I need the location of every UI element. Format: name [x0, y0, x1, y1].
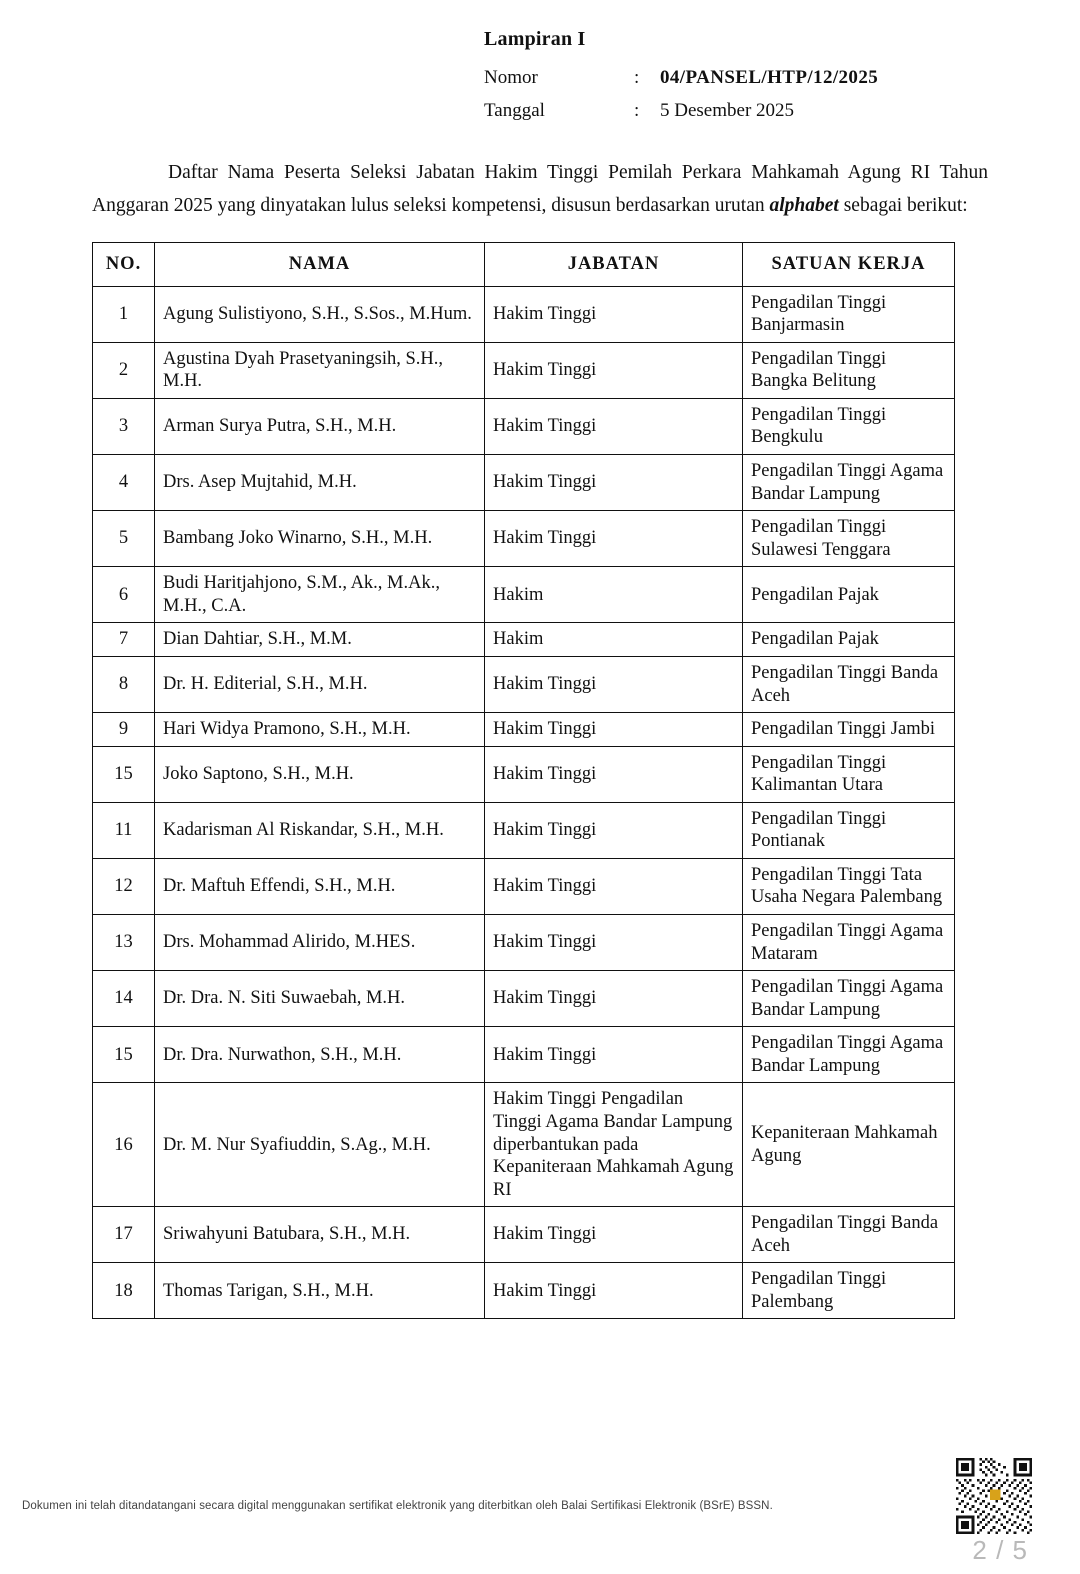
table-row: [93, 915, 955, 971]
cell-satuan-kerja: Pengadilan Tinggi Bengkulu: [743, 398, 955, 454]
cell-no: 7: [93, 623, 155, 657]
table-row: [93, 1083, 955, 1207]
cell-nama: Arman Surya Putra, S.H., M.H.: [155, 398, 485, 454]
cell-jabatan: Hakim Tinggi Pengadilan Tinggi Agama Bandar Lampung diperbantukan pada Kepaniteraan Mahkamah Agung RI: [485, 1083, 743, 1207]
qr-code-icon: [956, 1458, 1032, 1534]
cell-jabatan: Hakim Tinggi: [485, 1263, 743, 1319]
cell-satuan-kerja: Pengadilan Pajak: [743, 567, 955, 623]
column-header-jabatan: JABATAN: [485, 243, 743, 287]
cell-jabatan: Hakim Tinggi: [485, 342, 743, 398]
cell-jabatan: Hakim Tinggi: [485, 971, 743, 1027]
cell-jabatan: Hakim: [485, 567, 743, 623]
tanggal-colon: :: [634, 100, 640, 122]
cell-satuan-kerja: Pengadilan Tinggi Agama Bandar Lampung: [743, 971, 955, 1027]
participants-table: [92, 242, 955, 1319]
cell-no: 2: [93, 342, 155, 398]
tanggal-value: 5 Desember 2025: [660, 100, 795, 122]
document-header: [484, 28, 988, 128]
cell-no: 3: [93, 398, 155, 454]
table-row: [93, 858, 955, 914]
cell-no: 11: [93, 802, 155, 858]
cell-satuan-kerja: Pengadilan Tinggi Bangka Belitung: [743, 342, 955, 398]
cell-satuan-kerja: Pengadilan Tinggi Agama Bandar Lampung: [743, 455, 955, 511]
cell-satuan-kerja: Pengadilan Tinggi Banda Aceh: [743, 1207, 955, 1263]
cell-nama: Dr. Maftuh Effendi, S.H., M.H.: [155, 858, 485, 914]
cell-nama: Budi Haritjahjono, S.M., Ak., M.Ak., M.H., C.A.: [155, 567, 485, 623]
cell-no: 15: [93, 746, 155, 802]
cell-satuan-kerja: Pengadilan Tinggi Sulawesi Tenggara: [743, 511, 955, 567]
table-row: [93, 1027, 955, 1083]
table-header-row: [93, 243, 955, 287]
table-row: [93, 746, 955, 802]
cell-satuan-kerja: Pengadilan Tinggi Tata Usaha Negara Palembang: [743, 858, 955, 914]
cell-satuan-kerja: Pengadilan Tinggi Banjarmasin: [743, 286, 955, 342]
cell-no: 13: [93, 915, 155, 971]
table-row: [93, 1207, 955, 1263]
page-number: 2 / 5: [972, 1535, 1028, 1565]
cell-jabatan: Hakim Tinggi: [485, 915, 743, 971]
attachment-title: Lampiran I: [484, 28, 586, 50]
cell-satuan-kerja: Pengadilan Tinggi Palembang: [743, 1263, 955, 1319]
cell-nama: Drs. Asep Mujtahid, M.H.: [155, 455, 485, 511]
cell-no: 8: [93, 656, 155, 712]
cell-satuan-kerja: Pengadilan Tinggi Banda Aceh: [743, 656, 955, 712]
cell-no: 6: [93, 567, 155, 623]
table-row: [93, 971, 955, 1027]
table-row: [93, 342, 955, 398]
cell-no: 4: [93, 455, 155, 511]
cell-no: 18: [93, 1263, 155, 1319]
cell-jabatan: Hakim Tinggi: [485, 1027, 743, 1083]
intro-emphasis: alphabet: [769, 195, 839, 217]
cell-nama: Agung Sulistiyono, S.H., S.Sos., M.Hum.: [155, 286, 485, 342]
nomor-colon: :: [634, 67, 640, 88]
table-row: [93, 1263, 955, 1319]
cell-no: 14: [93, 971, 155, 1027]
cell-jabatan: Hakim Tinggi: [485, 858, 743, 914]
cell-nama: Dr. Dra. N. Siti Suwaebah, M.H.: [155, 971, 485, 1027]
cell-nama: Agustina Dyah Prasetyaningsih, S.H., M.H.: [155, 342, 485, 398]
cell-jabatan: Hakim Tinggi: [485, 802, 743, 858]
cell-no: 15: [93, 1027, 155, 1083]
cell-nama: Dr. H. Editerial, S.H., M.H.: [155, 656, 485, 712]
table-row: [93, 567, 955, 623]
cell-jabatan: Hakim Tinggi: [485, 1207, 743, 1263]
column-header-no: NO.: [93, 243, 155, 287]
cell-nama: Dr. M. Nur Syafiuddin, S.Ag., M.H.: [155, 1083, 485, 1207]
nomor-label: Nomor: [484, 67, 538, 88]
cell-satuan-kerja: Pengadilan Tinggi Kalimantan Utara: [743, 746, 955, 802]
nomor-value: 04/PANSEL/HTP/12/2025: [660, 67, 879, 88]
cell-satuan-kerja: Pengadilan Tinggi Agama Mataram: [743, 915, 955, 971]
table-row: [93, 455, 955, 511]
table-row: [93, 656, 955, 712]
cell-nama: Hari Widya Pramono, S.H., M.H.: [155, 713, 485, 747]
tanggal-label: Tanggal: [484, 100, 545, 122]
cell-jabatan: Hakim Tinggi: [485, 511, 743, 567]
cell-satuan-kerja: Pengadilan Pajak: [743, 623, 955, 657]
cell-satuan-kerja: Pengadilan Tinggi Jambi: [743, 713, 955, 747]
table-row: [93, 511, 955, 567]
table-body: [93, 286, 955, 1319]
cell-jabatan: Hakim Tinggi: [485, 455, 743, 511]
header-row-nomor: [484, 61, 988, 94]
cell-nama: Drs. Mohammad Alirido, M.HES.: [155, 915, 485, 971]
cell-jabatan: Hakim Tinggi: [485, 746, 743, 802]
cell-satuan-kerja: Kepaniteraan Mahkamah Agung: [743, 1083, 955, 1207]
cell-no: 1: [93, 286, 155, 342]
cell-nama: Dr. Dra. Nurwathon, S.H., M.H.: [155, 1027, 485, 1083]
table-row: [93, 398, 955, 454]
cell-nama: Joko Saptono, S.H., M.H.: [155, 746, 485, 802]
cell-jabatan: Hakim Tinggi: [485, 713, 743, 747]
table-row: [93, 802, 955, 858]
column-header-nama: NAMA: [155, 243, 485, 287]
cell-nama: Kadarisman Al Riskandar, S.H., M.H.: [155, 802, 485, 858]
digital-signature-note: Dokumen ini telah ditandatangani secara digital menggunakan sertifikat elektronik yang diterbitkan oleh Balai Sertifikasi Elektronik (BSrE) BSSN.: [22, 1500, 773, 1512]
cell-nama: Bambang Joko Winarno, S.H., M.H.: [155, 511, 485, 567]
cell-satuan-kerja: Pengadilan Tinggi Agama Bandar Lampung: [743, 1027, 955, 1083]
intro-text-after: sebagai berikut:: [838, 195, 968, 217]
column-header-satuan-kerja: SATUAN KERJA: [743, 243, 955, 287]
cell-no: 9: [93, 713, 155, 747]
table-row: [93, 623, 955, 657]
cell-jabatan: Hakim Tinggi: [485, 286, 743, 342]
intro-text-before: Daftar Nama Peserta Seleksi Jabatan Hakim Tinggi Pemilah Perkara Mahkamah Agung RI Tahun Anggaran 2025 yang dinyatakan lulus seleksi kompetensi, disusun berdasarkan urutan: [92, 161, 988, 217]
cell-no: 17: [93, 1207, 155, 1263]
intro-paragraph: [92, 156, 988, 223]
cell-jabatan: Hakim Tinggi: [485, 656, 743, 712]
table-row: [93, 713, 955, 747]
cell-nama: Dian Dahtiar, S.H., M.M.: [155, 623, 485, 657]
cell-no: 5: [93, 511, 155, 567]
cell-jabatan: Hakim: [485, 623, 743, 657]
cell-no: 12: [93, 858, 155, 914]
cell-no: 16: [93, 1083, 155, 1207]
cell-jabatan: Hakim Tinggi: [485, 398, 743, 454]
header-row-tanggal: [484, 94, 988, 127]
cell-nama: Thomas Tarigan, S.H., M.H.: [155, 1263, 485, 1319]
cell-nama: Sriwahyuni Batubara, S.H., M.H.: [155, 1207, 485, 1263]
cell-satuan-kerja: Pengadilan Tinggi Pontianak: [743, 802, 955, 858]
table-row: [93, 286, 955, 342]
